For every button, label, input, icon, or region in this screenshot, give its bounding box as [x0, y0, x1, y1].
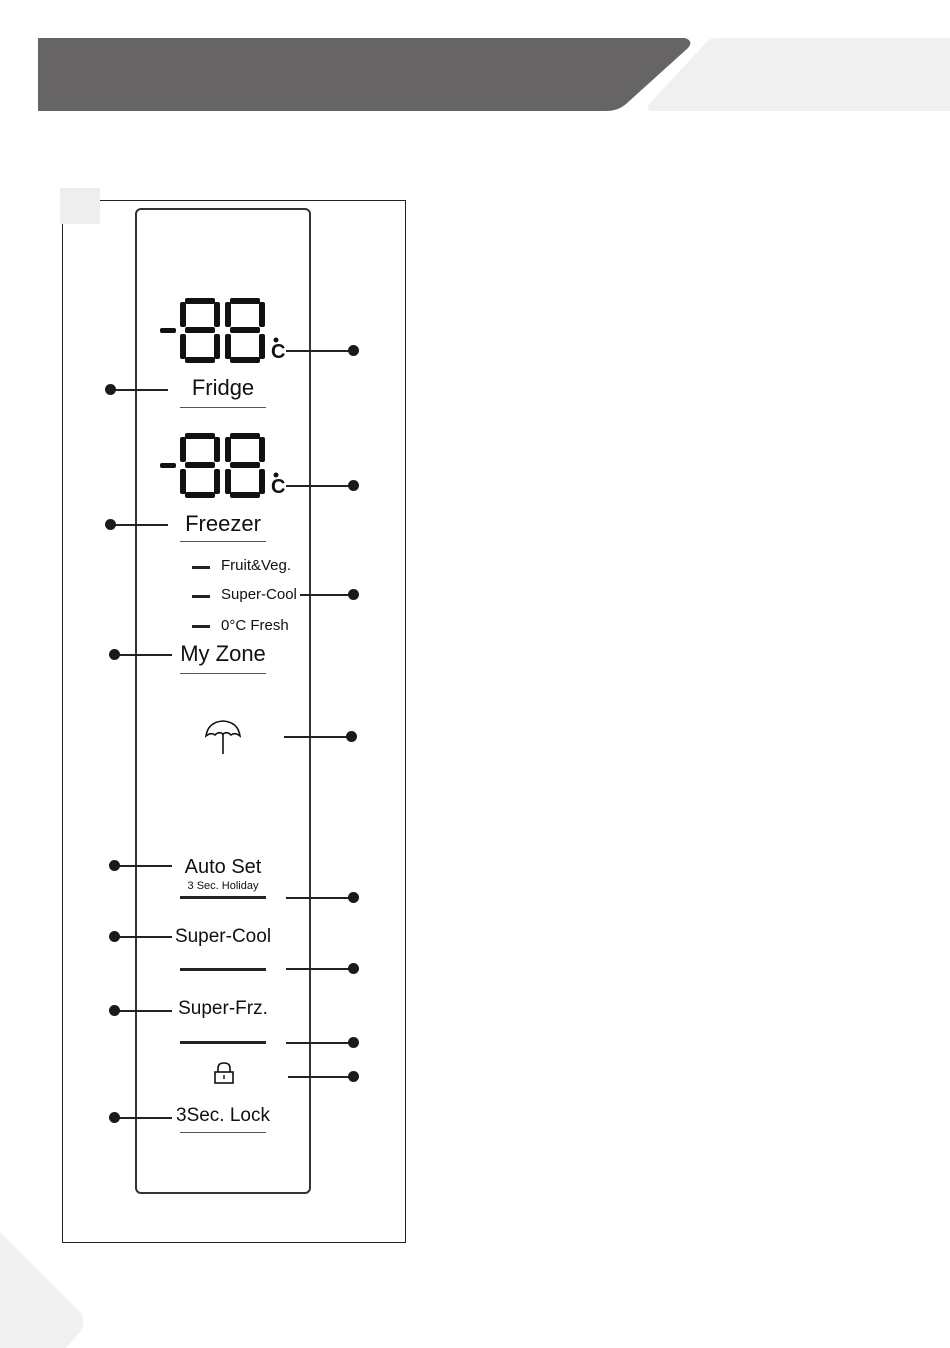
lock-label: 3Sec. Lock — [176, 1105, 270, 1126]
zone-mode-super-cool: Super-Cool — [221, 586, 297, 603]
callout-dot-zone-modes — [348, 589, 359, 600]
my-zone-label: My Zone — [180, 641, 266, 666]
callout-dot-auto-set-button — [348, 892, 359, 903]
zone-mode-indicator — [192, 595, 210, 598]
lock-underline — [180, 1132, 266, 1133]
callout-dot-super-cool — [109, 931, 120, 942]
callout-dot-my-zone — [109, 649, 120, 660]
super-frz-label: Super-Frz. — [178, 998, 268, 1019]
umbrella-icon — [204, 718, 242, 756]
callout-line-my-zone — [116, 654, 172, 656]
zone-mode-indicator — [192, 566, 210, 569]
callout-line-freezer-temp — [286, 485, 354, 487]
callout-line-fridge — [112, 389, 168, 391]
my-zone-underline — [180, 673, 266, 674]
callout-line-auto-set-button — [286, 897, 354, 899]
callout-line-super-frz-button — [286, 1042, 354, 1044]
fridge-unit-label: C — [271, 341, 286, 363]
holiday-hint-label: 3 Sec. Holiday — [187, 880, 259, 892]
freezer-underline — [180, 541, 266, 542]
callout-dot-super-frz — [109, 1005, 120, 1016]
callout-line-super-cool — [116, 936, 172, 938]
callout-dot-holiday — [346, 731, 357, 742]
freezer-temp-display — [158, 431, 288, 501]
callout-dot-freezer-temp — [348, 480, 359, 491]
header-tab — [645, 38, 950, 111]
callout-line-holiday — [284, 736, 352, 738]
callout-dot-fridge — [105, 384, 116, 395]
zone-mode-indicator — [192, 625, 210, 628]
zone-mode-fresh: 0°C Fresh — [221, 617, 289, 634]
callout-dot-auto-set — [109, 860, 120, 871]
callout-line-zone-modes — [300, 594, 354, 596]
fridge-underline — [180, 407, 266, 408]
padlock-icon — [212, 1061, 236, 1085]
callout-line-super-frz — [116, 1010, 172, 1012]
callout-dot-fridge-temp — [348, 345, 359, 356]
auto-set-button[interactable] — [180, 896, 266, 899]
callout-dot-super-cool-button — [348, 963, 359, 974]
super-cool-label: Super-Cool — [174, 926, 272, 947]
zone-mode-fruit-veg: Fruit&Veg. — [221, 557, 292, 574]
callout-line-auto-set — [116, 865, 172, 867]
figure-number-tab — [60, 188, 100, 224]
header-band — [38, 38, 693, 111]
callout-dot-super-frz-button — [348, 1037, 359, 1048]
fridge-temp-display — [158, 296, 288, 366]
callout-line-freezer — [112, 524, 168, 526]
callout-line-lock-icon — [288, 1076, 354, 1078]
callout-line-super-cool-button — [286, 968, 354, 970]
page-corner-shape — [0, 1232, 90, 1348]
callout-line-lock — [116, 1117, 172, 1119]
callout-dot-freezer — [105, 519, 116, 530]
freezer-label: Freezer — [185, 511, 261, 536]
super-cool-button[interactable] — [180, 968, 266, 971]
callout-dot-lock — [109, 1112, 120, 1123]
super-frz-button[interactable] — [180, 1041, 266, 1044]
callout-line-fridge-temp — [286, 350, 354, 352]
fridge-label: Fridge — [191, 375, 255, 400]
freezer-unit-label: C — [271, 476, 286, 498]
callout-dot-lock-icon — [348, 1071, 359, 1082]
auto-set-label: Auto Set — [184, 856, 262, 878]
